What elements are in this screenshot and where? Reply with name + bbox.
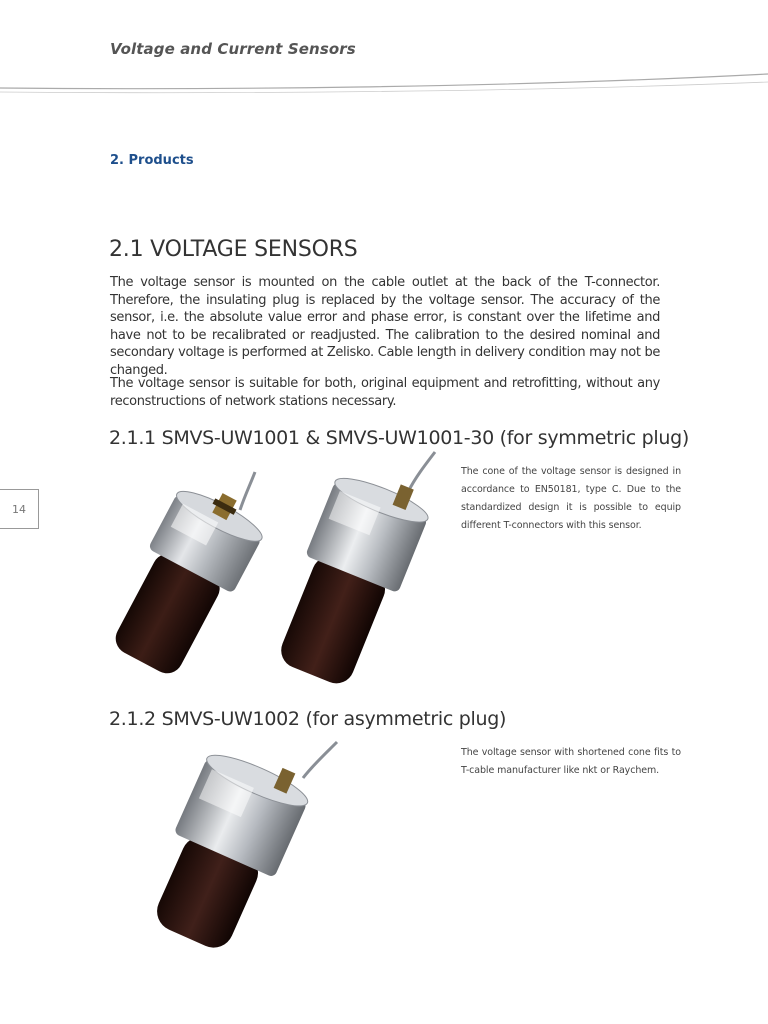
subsection-1-heading: 2.1.1 SMVS-UW1001 & SMVS-UW1001-30 (for symmetric plug) xyxy=(109,427,689,449)
subsection-2-heading: 2.1.2 SMVS-UW1002 (for asymmetric plug) xyxy=(109,708,507,730)
subsection-2-description: The voltage sensor with shortened cone fits to T-cable manufacturer like nkt or Raychem. xyxy=(461,747,681,776)
sensor-photo-uw1001-30 xyxy=(250,450,450,695)
sensor-photo-uw1002 xyxy=(115,740,345,965)
header-divider xyxy=(0,66,768,106)
subsection-1-description: The cone of the voltage sensor is designed in accordance to EN50181, type C. Due to the standardized design it is possible to equip different T-connectors with this sensor. xyxy=(461,466,681,531)
page-heading: 2.1 VOLTAGE SENSORS xyxy=(109,237,358,262)
suitability-paragraph: The voltage sensor is suitable for both, original equipment and retrofitting, without any reconstructions of network stations necessary. xyxy=(110,376,660,409)
page-number: 14 xyxy=(0,489,39,529)
header-title: Voltage and Current Sensors xyxy=(110,40,356,58)
intro-paragraph: The voltage sensor is mounted on the cable outlet at the back of the T-connector. Therefore, the insulating plug is replaced by the voltage sensor. The accuracy of the sensor, i.e. the absolute value error and phase error, is constant over the lifetime and have not to be recalibrated or readjusted. The calibration to the desired nominal and secondary voltage is performed at Zelisko. Cable length in delivery condition may not be changed. xyxy=(110,275,660,378)
section-label: 2. Products xyxy=(110,153,194,168)
